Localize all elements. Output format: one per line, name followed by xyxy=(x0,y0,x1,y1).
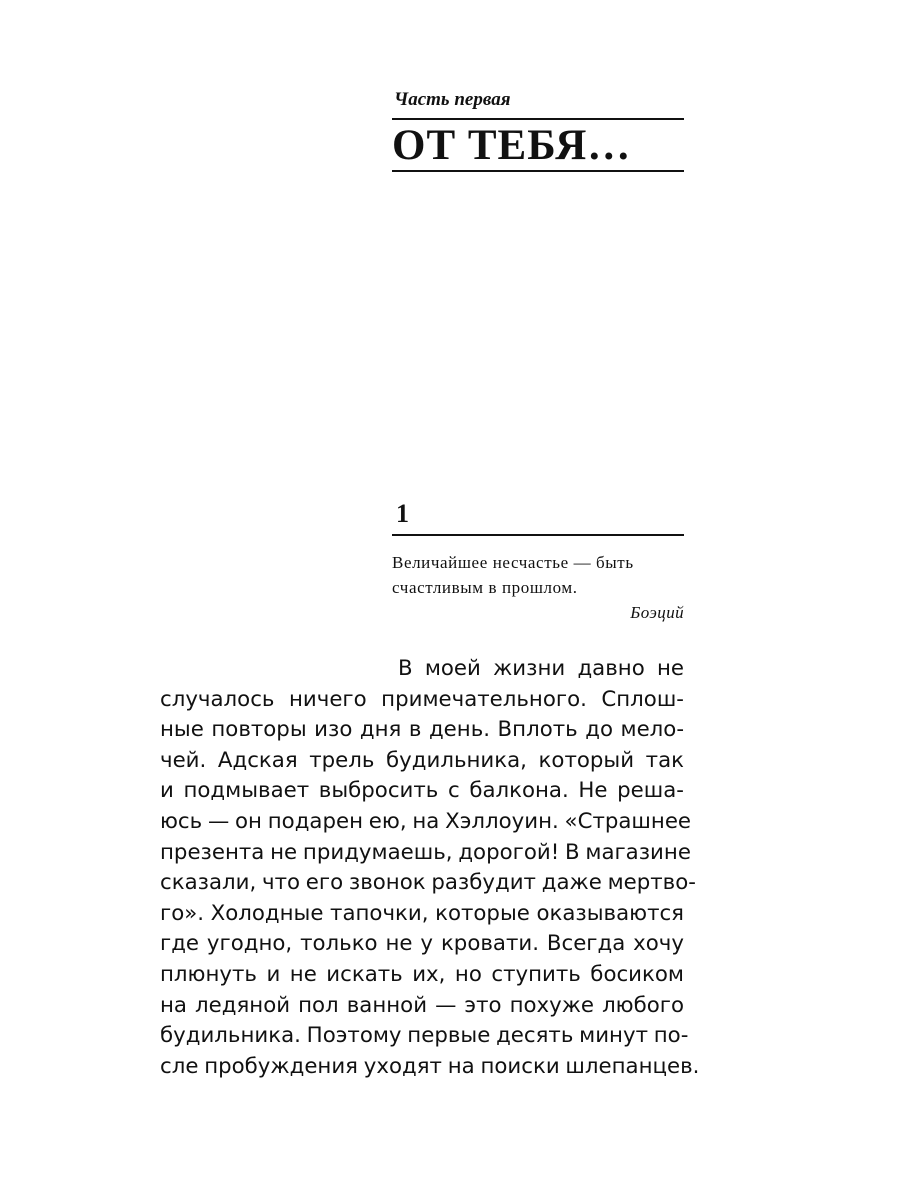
body-line: го». Холодные тапочки, которые оказываются xyxy=(160,900,684,926)
body-line: и подмывает выбросить с балкона. Не реша- xyxy=(160,778,684,804)
chapter-heading xyxy=(392,498,684,625)
part-title: ОТ ТЕБЯ… xyxy=(392,122,632,169)
chapter-rule xyxy=(392,534,684,536)
part-label: Часть первая xyxy=(394,89,511,110)
body-line: сказали, что его звонок разбудит даже мертво- xyxy=(160,870,696,896)
epigraph xyxy=(392,550,684,625)
part-bottom-rule xyxy=(392,170,684,172)
body-line: плюнуть и не искать их, но ступить босиком xyxy=(160,961,684,987)
body-line: юсь — он подарен ею, на Хэллоуин. «Страшнее xyxy=(160,808,692,834)
body-line: случалось ничего примечательного. Сплош- xyxy=(160,686,684,712)
body-paragraph xyxy=(160,654,700,1082)
epigraph-line: счастливым в прошлом. xyxy=(392,578,578,597)
chapter-number: 1 xyxy=(396,499,409,528)
body-line: В моей жизни давно не xyxy=(398,656,684,681)
body-line: ные повторы изо дня в день. Вплоть до мело- xyxy=(160,717,684,743)
body-line: где угодно, только не у кровати. Всегда хочу xyxy=(160,931,684,957)
body-line: презента не придумаешь, дорогой! В магазине xyxy=(160,839,691,865)
body-line: чей. Адская трель будильника, который так xyxy=(160,747,684,773)
epigraph-line: Величайшее несчастье — быть xyxy=(392,553,634,572)
body-line: на ледяной пол ванной — это похуже любого xyxy=(160,992,684,1018)
part-heading xyxy=(392,88,684,172)
part-top-rule xyxy=(392,118,684,120)
body-line: сле пробуждения уходят на поиски шлепанцев. xyxy=(160,1053,700,1079)
body-line: будильника. Поэтому первые десять минут по- xyxy=(160,1023,689,1049)
epigraph-author: Боэций xyxy=(630,603,684,622)
